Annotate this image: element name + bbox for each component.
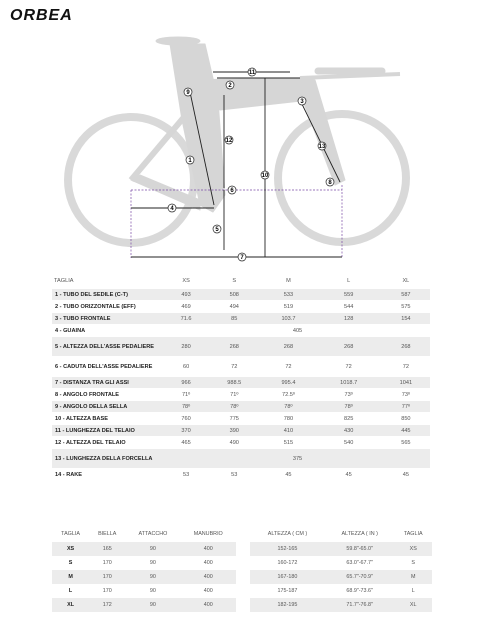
row-value: 268 bbox=[382, 337, 430, 357]
row-value: 71º bbox=[207, 389, 261, 401]
row-value: 60 bbox=[165, 357, 207, 377]
saddle bbox=[156, 37, 200, 45]
row-label: 5 - ALTEZZA DELL'ASSE PEDALIERE bbox=[52, 337, 165, 357]
row-value: 78º bbox=[165, 401, 207, 413]
row-value: 72 bbox=[261, 357, 315, 377]
row-value: 850 bbox=[382, 413, 430, 425]
svg-text:8: 8 bbox=[328, 180, 332, 186]
geometry-table bbox=[52, 273, 430, 480]
row-label: 10 - ALTEZZA BASE bbox=[52, 413, 165, 425]
table-row bbox=[52, 337, 430, 357]
callout-13 bbox=[318, 142, 326, 150]
value-cell: 400 bbox=[180, 570, 236, 584]
callout-8 bbox=[326, 178, 334, 186]
row-value: 85 bbox=[207, 313, 261, 325]
row-value: 508 bbox=[207, 289, 261, 301]
row-value: 73º bbox=[382, 389, 430, 401]
value-cell: 170 bbox=[89, 584, 125, 598]
header-size: TAGLIA bbox=[403, 531, 423, 537]
row-value: 559 bbox=[316, 289, 382, 301]
geometry-body bbox=[52, 289, 430, 481]
row-value: 268 bbox=[261, 337, 315, 357]
row-value: 1018.7 bbox=[316, 377, 382, 389]
svg-text:11: 11 bbox=[248, 70, 256, 76]
components-table bbox=[52, 526, 236, 612]
size-cell: XL bbox=[52, 598, 89, 612]
table-row bbox=[52, 413, 430, 425]
value-cell: 65.7"-70.9" bbox=[325, 570, 395, 584]
value-cell: 59.8"-65.0" bbox=[325, 542, 395, 556]
header-s: S bbox=[232, 277, 237, 284]
row-value: 45 bbox=[261, 469, 315, 481]
row-label: 2 - TUBO ORIZZONTALE (EFF) bbox=[52, 301, 165, 313]
row-value: 995.4 bbox=[261, 377, 315, 389]
row-value: 988.5 bbox=[207, 377, 261, 389]
size-cell: M bbox=[394, 570, 432, 584]
row-value: 515 bbox=[261, 437, 315, 449]
brand-logo: ORBEA bbox=[10, 7, 73, 24]
svg-text:2: 2 bbox=[228, 83, 232, 89]
callout-11 bbox=[248, 68, 256, 76]
row-value: 53 bbox=[207, 469, 261, 481]
row-value: 71º bbox=[165, 389, 207, 401]
value-cell: 167-180 bbox=[250, 570, 325, 584]
table-row bbox=[250, 542, 432, 556]
row-value: 410 bbox=[261, 425, 315, 437]
callout-9 bbox=[184, 88, 192, 96]
row-value: 370 bbox=[165, 425, 207, 437]
size-cell: L bbox=[52, 584, 89, 598]
row-value: 519 bbox=[261, 301, 315, 313]
row-value: 966 bbox=[165, 377, 207, 389]
header-handlebar: MANUBRIO bbox=[193, 531, 223, 537]
row-value: 465 bbox=[165, 437, 207, 449]
row-value: 45 bbox=[316, 469, 382, 481]
row-label: 6 - CADUTA DELL'ASSE PEDALIERE bbox=[52, 357, 165, 377]
row-value: 72 bbox=[207, 357, 261, 377]
svg-text:7: 7 bbox=[240, 255, 244, 261]
header-height-in: ALTEZZA ( IN ) bbox=[341, 531, 378, 537]
row-value: 268 bbox=[207, 337, 261, 357]
table-row bbox=[52, 584, 236, 598]
value-cell: 400 bbox=[180, 556, 236, 570]
size-cell: M bbox=[52, 570, 89, 584]
table-row bbox=[52, 570, 236, 584]
row-value: 533 bbox=[261, 289, 315, 301]
value-cell: 170 bbox=[89, 570, 125, 584]
row-label: 8 - ANGOLO FRONTALE bbox=[52, 389, 165, 401]
callout-6 bbox=[228, 186, 236, 194]
size-cell: S bbox=[52, 556, 89, 570]
table-row bbox=[52, 289, 430, 301]
row-value: 540 bbox=[316, 437, 382, 449]
table-row bbox=[250, 598, 432, 612]
size-cell: S bbox=[394, 556, 432, 570]
size-cell: XL bbox=[394, 598, 432, 612]
table-row bbox=[52, 449, 430, 469]
row-value: 390 bbox=[207, 425, 261, 437]
sizing-body bbox=[250, 542, 432, 612]
row-value: 375 bbox=[165, 449, 430, 469]
value-cell: 90 bbox=[125, 556, 180, 570]
svg-text:9: 9 bbox=[186, 90, 190, 96]
table-row bbox=[52, 469, 430, 481]
row-value: 45 bbox=[382, 469, 430, 481]
value-cell: 152-165 bbox=[250, 542, 325, 556]
callout-5 bbox=[213, 225, 221, 233]
table-row bbox=[52, 598, 236, 612]
size-cell: XS bbox=[394, 542, 432, 556]
row-value: 53 bbox=[165, 469, 207, 481]
row-value: 405 bbox=[165, 325, 430, 337]
row-label: 11 - LUNGHEZZA DEL TELAIO bbox=[52, 425, 165, 437]
callout-3 bbox=[298, 97, 306, 105]
table-row bbox=[250, 570, 432, 584]
row-value: 565 bbox=[382, 437, 430, 449]
header-stem: ATTACCHO bbox=[138, 531, 168, 537]
row-value: 445 bbox=[382, 425, 430, 437]
value-cell: 175-187 bbox=[250, 584, 325, 598]
table-row bbox=[52, 389, 430, 401]
components-body bbox=[52, 542, 236, 612]
row-value: 78º bbox=[316, 401, 382, 413]
svg-text:1: 1 bbox=[188, 158, 192, 164]
sizing-table bbox=[250, 526, 432, 612]
header-m: M bbox=[286, 277, 291, 284]
table-row bbox=[52, 325, 430, 337]
row-value: 587 bbox=[382, 289, 430, 301]
bike-geometry-diagram bbox=[0, 26, 478, 270]
value-cell: 63.0"-67.7" bbox=[325, 556, 395, 570]
callout-2 bbox=[226, 81, 234, 89]
size-cell: XS bbox=[52, 542, 89, 556]
header-xl: XL bbox=[402, 277, 410, 284]
value-cell: 90 bbox=[125, 584, 180, 598]
value-cell: 68.9"-73.6" bbox=[325, 584, 395, 598]
row-value: 73º bbox=[316, 389, 382, 401]
row-value: 72 bbox=[382, 357, 430, 377]
callout-10 bbox=[261, 171, 269, 179]
svg-text:13: 13 bbox=[318, 144, 326, 150]
svg-text:12: 12 bbox=[225, 138, 233, 144]
svg-text:3: 3 bbox=[300, 99, 304, 105]
header-l: L bbox=[347, 277, 351, 284]
value-cell: 400 bbox=[180, 584, 236, 598]
value-cell: 400 bbox=[180, 542, 236, 556]
row-value: 154 bbox=[382, 313, 430, 325]
table-row bbox=[52, 357, 430, 377]
header-size: TAGLIA bbox=[61, 531, 80, 537]
row-label: 13 - LUNGHEZZA DELLA FORCELLA bbox=[52, 449, 165, 469]
row-value: 490 bbox=[207, 437, 261, 449]
row-value: 78º bbox=[261, 401, 315, 413]
aerobars bbox=[315, 68, 385, 74]
value-cell: 172 bbox=[89, 598, 125, 612]
value-cell: 90 bbox=[125, 598, 180, 612]
callout-12 bbox=[225, 136, 233, 144]
table-row bbox=[52, 425, 430, 437]
row-value: 77º bbox=[382, 401, 430, 413]
value-cell: 400 bbox=[180, 598, 236, 612]
callout-7 bbox=[238, 253, 246, 261]
row-value: 493 bbox=[165, 289, 207, 301]
row-value: 760 bbox=[165, 413, 207, 425]
geometry-header-row bbox=[52, 273, 430, 289]
value-cell: 160-172 bbox=[250, 556, 325, 570]
value-cell: 90 bbox=[125, 542, 180, 556]
row-value: 544 bbox=[316, 301, 382, 313]
size-cell: L bbox=[394, 584, 432, 598]
row-value: 72 bbox=[316, 357, 382, 377]
svg-text:5: 5 bbox=[215, 227, 219, 233]
row-value: 268 bbox=[316, 337, 382, 357]
row-value: 103.7 bbox=[261, 313, 315, 325]
row-value: 128 bbox=[316, 313, 382, 325]
table-row bbox=[52, 556, 236, 570]
callout-1 bbox=[186, 156, 194, 164]
value-cell: 71.7"-76.8" bbox=[325, 598, 395, 612]
row-label: 12 - ALTEZZA DEL TELAIO bbox=[52, 437, 165, 449]
row-label: 4 - GUAINA bbox=[52, 325, 165, 337]
row-label: 1 - TUBO DEL SEDILE (C-T) bbox=[52, 289, 165, 301]
row-value: 825 bbox=[316, 413, 382, 425]
value-cell: 182-195 bbox=[250, 598, 325, 612]
row-label: 3 - TUBO FRONTALE bbox=[52, 313, 165, 325]
row-value: 469 bbox=[165, 301, 207, 313]
header-crank: BIELLA bbox=[98, 531, 117, 537]
table-row bbox=[52, 401, 430, 413]
row-value: 280 bbox=[165, 337, 207, 357]
row-value: 775 bbox=[207, 413, 261, 425]
value-cell: 170 bbox=[89, 556, 125, 570]
value-cell: 90 bbox=[125, 570, 180, 584]
row-value: 575 bbox=[382, 301, 430, 313]
row-label: 9 - ANGOLO DELLA SELLA bbox=[52, 401, 165, 413]
table-row bbox=[52, 313, 430, 325]
sizing-header-row bbox=[250, 526, 432, 542]
callout-4 bbox=[168, 204, 176, 212]
row-value: 780 bbox=[261, 413, 315, 425]
value-cell: 165 bbox=[89, 542, 125, 556]
components-header-row bbox=[52, 526, 236, 542]
row-label: 14 - RAKE bbox=[52, 469, 165, 481]
svg-text:6: 6 bbox=[230, 188, 234, 194]
row-value: 1041 bbox=[382, 377, 430, 389]
table-row bbox=[52, 377, 430, 389]
header-size: TAGLIA bbox=[54, 277, 74, 284]
svg-text:10: 10 bbox=[261, 173, 269, 179]
table-row bbox=[52, 301, 430, 313]
row-label: 7 - DISTANZA TRA GLI ASSI bbox=[52, 377, 165, 389]
table-row bbox=[250, 584, 432, 598]
table-row bbox=[52, 542, 236, 556]
row-value: 72.5º bbox=[261, 389, 315, 401]
row-value: 71.6 bbox=[165, 313, 207, 325]
svg-text:4: 4 bbox=[170, 206, 174, 212]
table-row bbox=[250, 556, 432, 570]
header-xs: XS bbox=[182, 277, 190, 284]
row-value: 430 bbox=[316, 425, 382, 437]
table-row bbox=[52, 437, 430, 449]
header-height-cm: ALTEZZA ( CM ) bbox=[267, 531, 308, 537]
row-value: 494 bbox=[207, 301, 261, 313]
row-value: 78º bbox=[207, 401, 261, 413]
